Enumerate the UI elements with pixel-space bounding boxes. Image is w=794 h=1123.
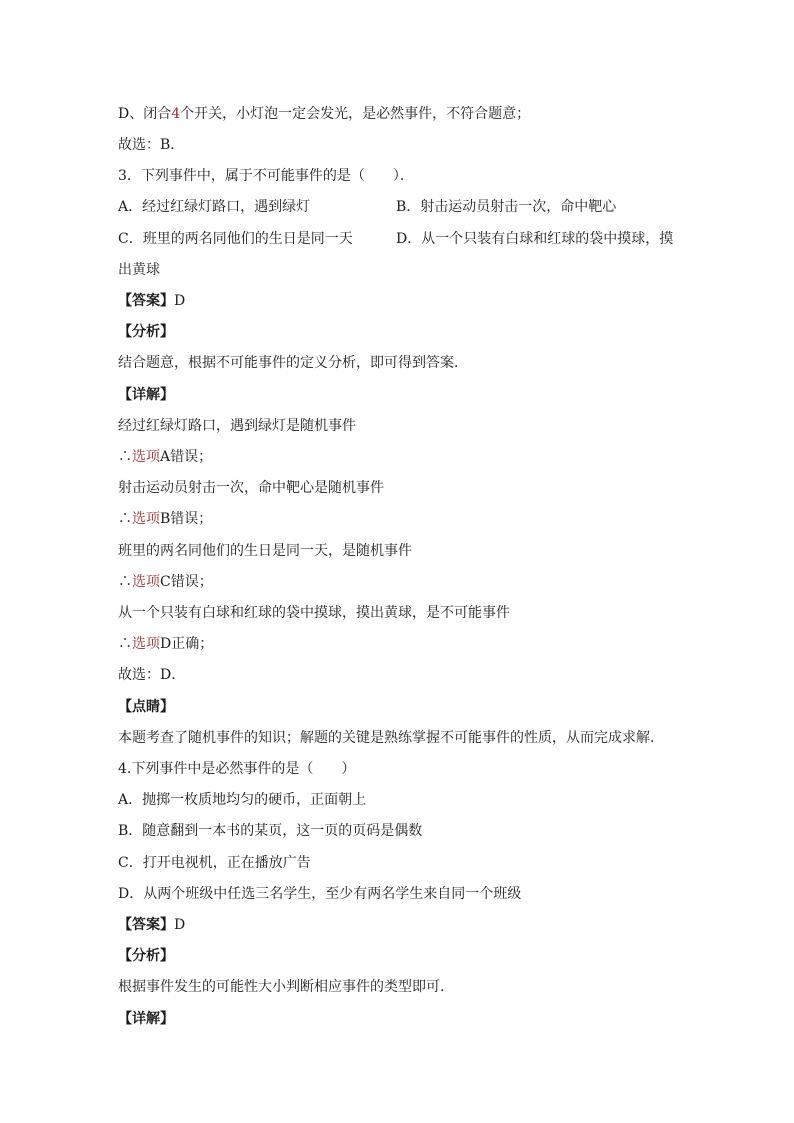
q4-analysis-label: 【分析】: [118, 948, 174, 964]
q3-choice: 故选：D．: [118, 667, 186, 683]
q3-analysis-text: 结合题意，根据不可能事件的定义分析，即可得到答案．: [118, 355, 468, 371]
q3-answer: 【答案】D: [118, 293, 186, 309]
q3-option-b: B．射击运动员射击一次，命中靶心: [396, 199, 617, 215]
q3-analysis-label: 【分析】: [118, 324, 174, 340]
q3-comment-text: 本题考查了随机事件的知识；解题的关键是熟练掌握不可能事件的性质，从而完成求解．: [118, 730, 664, 746]
q3-option-a: A．经过红绿灯路口，遇到绿灯: [118, 199, 311, 215]
q3-detail-4: 从一个只装有白球和红球的袋中摸球，摸出黄球，是不可能事件: [118, 605, 510, 621]
q4-stem: 4.下列事件中是必然事件的是（ ）: [118, 761, 356, 777]
q4-option-c: C．打开电视机，正在播放广告: [118, 855, 311, 871]
q3-detail-1: 经过红绿灯路口，遇到绿灯是随机事件: [118, 418, 356, 434]
q3-conclusion-3: ∴选项C错误；: [118, 574, 213, 590]
q4-answer: 【答案】D: [118, 917, 186, 933]
q3-detail-3: 班里的两名同他们的生日是同一天，是随机事件: [118, 543, 412, 559]
q3-option-d-continued: 出黄球: [118, 262, 160, 278]
q3-detail-label: 【详解】: [118, 387, 174, 403]
q3-comment-label: 【点睛】: [118, 699, 174, 715]
q2-option-d-conclusion: D、闭合4个开关，小灯泡一定会发光，是必然事件，不符合题意；: [118, 106, 531, 122]
q3-option-d: D．从一个只装有白球和红球的袋中摸球，摸: [396, 231, 674, 247]
q4-option-d: D．从两个班级中任选三名学生，至少有两名学生来自同一个班级: [118, 886, 522, 902]
q3-conclusion-2: ∴选项B错误；: [118, 511, 213, 527]
q4-detail-label: 【详解】: [118, 1011, 174, 1027]
q4-option-a: A．抛掷一枚质地均匀的硬币，正面朝上: [118, 792, 367, 808]
q2-choice: 故选：B．: [118, 137, 185, 153]
q3-stem: 3．下列事件中，属于不可能事件的是（ ）．: [118, 168, 414, 184]
q4-option-b: B．随意翻到一本书的某页，这一页的页码是偶数: [118, 823, 423, 839]
q3-detail-2: 射击运动员射击一次，命中靶心是随机事件: [118, 480, 384, 496]
q3-conclusion-1: ∴选项A错误；: [118, 449, 213, 465]
q4-analysis-text: 根据事件发生的可能性大小判断相应事件的类型即可．: [118, 979, 454, 995]
q3-conclusion-4: ∴选项D正确；: [118, 636, 214, 652]
q3-option-c: C．班里的两名同他们的生日是同一天: [118, 231, 353, 247]
